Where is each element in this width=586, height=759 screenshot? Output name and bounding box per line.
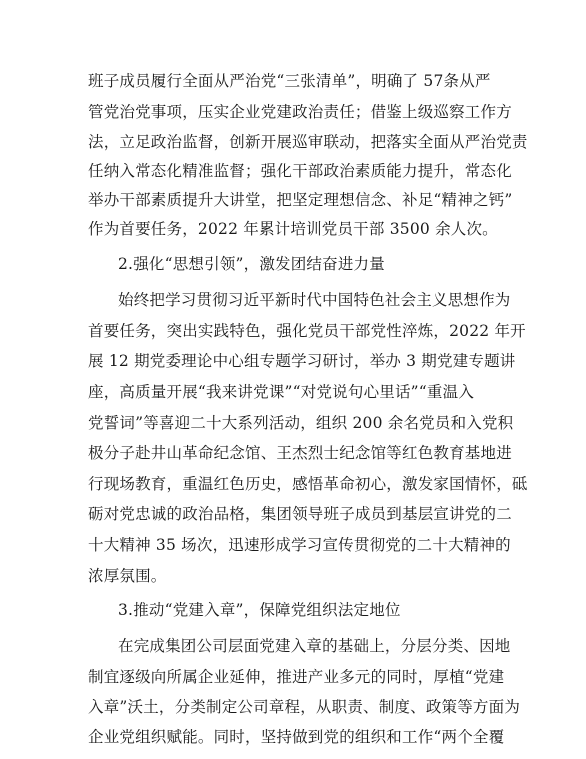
text-line: 制宜逐级向所属企业延伸，推进产业多元的同时，厚植“党建: [88, 668, 505, 686]
text-line: 砺对党忠诚的政治品格，集团领导班子成员到基层宣讲党的二: [88, 505, 512, 523]
section-heading: 3.推动“党建入章”，保障党组织法定地位: [118, 601, 401, 619]
text-line: 党誓词”等喜迎二十大系列活动，组织 200 余名党员和入党积: [88, 414, 514, 432]
section-heading: 2.强化“思想引领”，激发团结奋进力量: [118, 255, 385, 273]
text-line: 任纳入常态化精准监督；强化干部政治素质能力提升，常态化: [88, 162, 512, 180]
text-line: 法，立足政治监督，创新开展巡审联动，把落实全面从严治党责: [88, 133, 528, 151]
text-line: 管党治党事项，压实企业党建政治责任；借鉴上级巡察工作方: [88, 103, 512, 121]
text-line: 入章”沃土，分类制定公司章程，从职责、制度、政策等方面为: [88, 698, 521, 716]
text-line: 展 12 期党委理论中心组专题学习研讨，举办 3 期党建专题讲: [88, 352, 516, 370]
text-line: 企业党组织赋能。同时，坚持做到党的组织和工作“两个全覆: [88, 728, 505, 746]
text-line: 浓厚氛围。: [88, 567, 167, 585]
text-line: 班子成员履行全面从严治党“三张清单”，明确了 57条从严: [88, 72, 491, 90]
text-line: 作为首要任务，2022 年累计培训党员干部 3500 余人次。: [88, 220, 498, 238]
text-line: 首要任务，突出实践特色，强化党员干部党性淬炼，2022 年开: [88, 322, 526, 340]
text-line: 极分子赴井山革命纪念馆、王杰烈士纪念馆等红色教育基地进: [88, 444, 512, 462]
text-line: 在完成集团公司层面党建入章的基础上，分层分类、因地: [118, 637, 511, 655]
text-line: 座，高质量开展“我来讲党课”“对党说句心里话”“重温入: [88, 383, 475, 401]
text-line: 十大精神 35 场次，迅速形成学习宣传贯彻党的二十大精神的: [88, 536, 511, 554]
text-line: 始终把学习贯彻习近平新时代中国特色社会主义思想作为: [118, 291, 511, 309]
text-line: 举办干部素质提升大讲堂，把坚定理想信念、补足“精神之钙”: [88, 191, 513, 209]
text-line: 行现场教育，重温红色历史，感悟革命初心，激发家国情怀，砥: [88, 475, 528, 493]
